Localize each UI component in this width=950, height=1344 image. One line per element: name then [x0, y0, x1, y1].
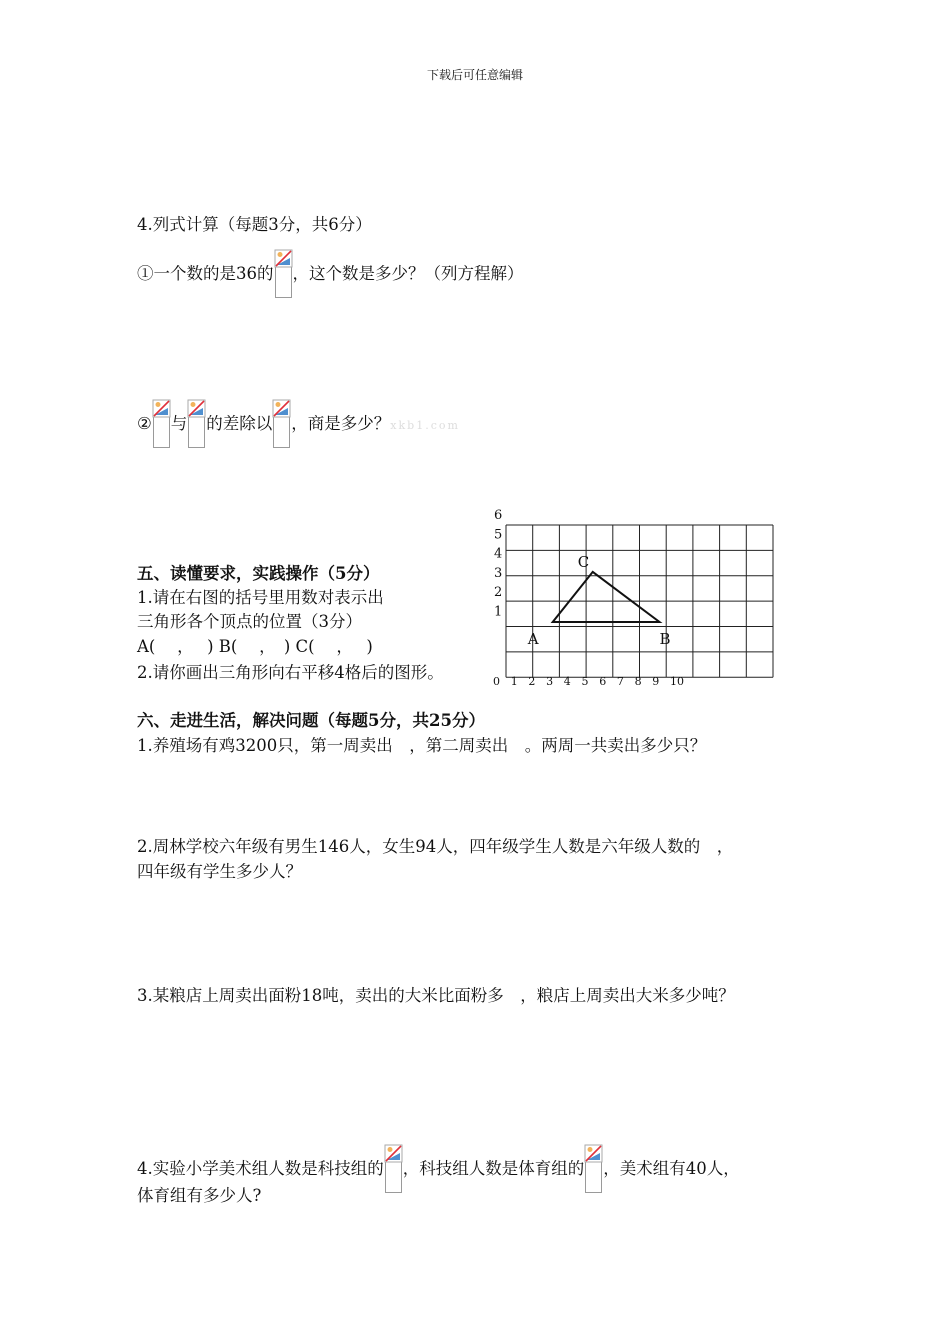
watermark: xkb1.com [390, 419, 460, 432]
q1-text-a: ①一个数的是36的 [137, 264, 274, 283]
y-tick-label: 3 [494, 565, 503, 581]
fraction-image-icon [385, 1145, 402, 1193]
x-tick-label: 10 [670, 675, 684, 688]
section-5-title: 五、读懂要求，实践操作（5分） [137, 564, 380, 583]
question-4-1 [137, 250, 524, 298]
fraction-image-icon [188, 400, 205, 448]
q2-text-a: ② [137, 414, 152, 433]
x-tick-label: 1 [510, 675, 518, 688]
fraction-image-icon [153, 400, 170, 448]
x-tick-label: 2 [528, 675, 536, 688]
x-tick-label: 5 [581, 675, 589, 688]
x-tick-label: 8 [634, 675, 642, 688]
q4-text-b: ，科技组人数是体育组的 [402, 1159, 585, 1178]
question-4-2 [137, 400, 460, 448]
triangle-shape [553, 572, 660, 622]
section-5-line-4: 2.请你画出三角形向右平移4格后的图形。 [137, 663, 444, 682]
x-tick-label: 3 [546, 675, 554, 688]
x-tick-label: 0 [493, 675, 500, 688]
fraction-image-icon [275, 250, 292, 298]
section-5-line-1: 1.请在右图的括号里用数对表示出 [137, 588, 384, 607]
question-6-3: 3.某粮店上周卖出面粉18吨，卖出的大米比面粉多 ，粮店上周卖出大米多少吨？ [137, 986, 735, 1005]
vertex-label-a: A [527, 630, 539, 648]
section-5-line-3: A( ， ) B( ， ) C( ， ) [137, 637, 373, 656]
section-6-title: 六、走进生活，解决问题（每题5分，共25分） [137, 711, 485, 730]
x-tick-label: 7 [616, 675, 624, 688]
question-6-1: 1.养殖场有鸡3200只，第一周卖出 ，第二周卖出 。两周一共卖出多少只？ [137, 736, 707, 755]
q2-text-c: 的差除以 [206, 414, 273, 433]
page-header: 下载后可任意编辑 [426, 68, 523, 82]
fraction-image-icon [273, 400, 290, 448]
section-5-line-2: 三角形各个顶点的位置（3分） [137, 612, 362, 631]
q4-text-a: 4.实验小学美术组人数是科技组的 [137, 1159, 384, 1178]
x-tick-label: 4 [563, 675, 571, 688]
vertex-label-b: B [659, 630, 671, 648]
q4-text-c: ，美术组有40人， [603, 1159, 740, 1178]
x-tick-label: 6 [599, 675, 607, 688]
grid-svg [494, 505, 784, 690]
vertex-label-c: C [577, 552, 590, 571]
coordinate-grid [494, 505, 784, 690]
y-tick-label: 1 [494, 604, 503, 620]
question-6-4-line-2: 体育组有多少人? [137, 1186, 262, 1205]
q1-text-b: ，这个数是多少？（列方程解） [292, 264, 524, 283]
y-tick-label: 4 [494, 546, 503, 562]
y-tick-label: 5 [494, 527, 503, 543]
question-6-2-line-2: 四年级有学生多少人？ [137, 862, 302, 881]
section-4-title: 4.列式计算（每题3分，共6分） [137, 215, 372, 234]
q2-text-b: 与 [170, 414, 188, 433]
y-tick-label: 6 [494, 508, 503, 523]
y-tick-label: 2 [494, 585, 503, 601]
question-6-2-line-1: 2.周林学校六年级有男生146人，女生94人，四年级学生人数是六年级人数的 ， [137, 837, 734, 856]
x-tick-label: 9 [652, 675, 660, 688]
fraction-image-icon [585, 1145, 602, 1193]
q2-text-d: ，商是多少？ [291, 414, 391, 433]
